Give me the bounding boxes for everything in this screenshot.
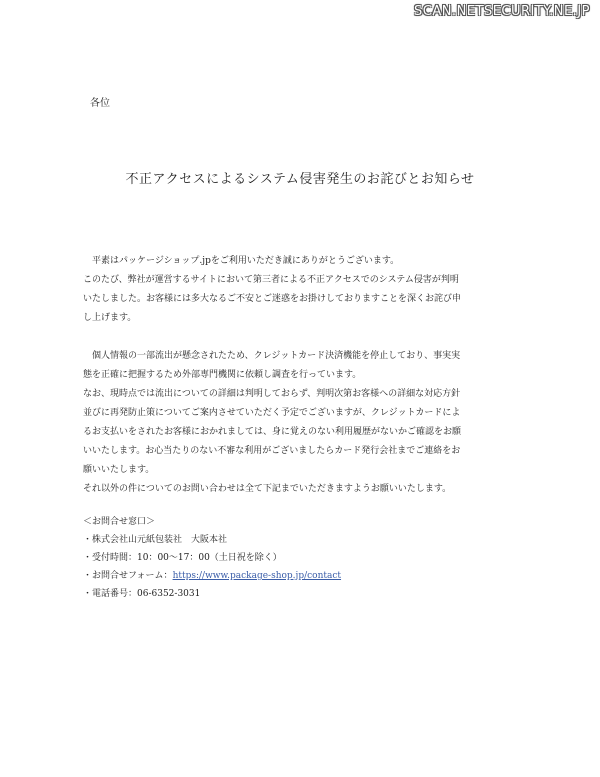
contact-phone: ・電話番号：06-6352-3031	[83, 589, 201, 599]
paragraph-2-line: 個人情報の一部流出が懸念されたため、クレジットカード決済機能を停止しており、事実実	[92, 351, 461, 361]
paragraph-2-line: いいたします。お心当たりのない不審な利用がございましたらカード発行会社までご連絡をお	[83, 446, 461, 456]
watermark: SCAN.NETSECURITY.NE.JP	[413, 4, 590, 19]
contact-form-row	[83, 567, 523, 585]
paragraph-2-line: 態を正確に把握するため外部専門機関に依頼し調査を行っています。	[83, 370, 362, 380]
paragraph-1-line: 平素はパッケージショップ.jpをご利用いただき誠にありがとうございます。	[92, 256, 400, 266]
contact-form-link[interactable]: https://www.package-shop.jp/contact	[172, 571, 342, 581]
document-title: 不正アクセスによるシステム侵害発生のお詫びとお知らせ	[125, 172, 475, 187]
contact-section	[83, 513, 523, 603]
contact-form-label: ・お問合せフォーム：	[83, 571, 173, 581]
paragraph-1-line: このたび、弊社が運営するサイトにおいて第三者による不正アクセスでのシステム侵害が判明	[83, 275, 459, 285]
notice-body	[83, 252, 523, 499]
contact-company: ・株式会社山元紙包装社 大阪本社	[83, 535, 228, 545]
paragraph-2-line: 並びに再発防止策についてご案内させていただく予定でございますが、クレジットカードによ	[83, 408, 461, 418]
paragraph-2-line: るお支払いをされたお客様におかれましては、身に覚えのない利用履歴がないかご確認をお願	[83, 427, 462, 437]
addressee: 各位	[90, 98, 110, 109]
paragraph-spacer	[83, 328, 523, 347]
paragraph-2-line: なお、現時点では流出についての詳細は判明しておらず、判明次第お客様への詳細な対応方針	[83, 389, 461, 399]
paragraph-2-line: 願いいたします。	[83, 465, 155, 475]
contact-hours: ・受付時間：10：00〜17：00（土日祝を除く）	[83, 553, 282, 563]
paragraph-2-line: それ以外の件についてのお問い合わせは全て下記までいただきますようお願いいたします。	[83, 484, 452, 494]
paragraph-1-line: し上げます。	[83, 313, 137, 323]
paragraph-1-line: いたしました。お客様には多大なるご不安とご迷惑をお掛けしておりますことを深くお詫び申	[83, 294, 462, 304]
contact-header: ＜お問合せ窓口＞	[83, 517, 156, 527]
